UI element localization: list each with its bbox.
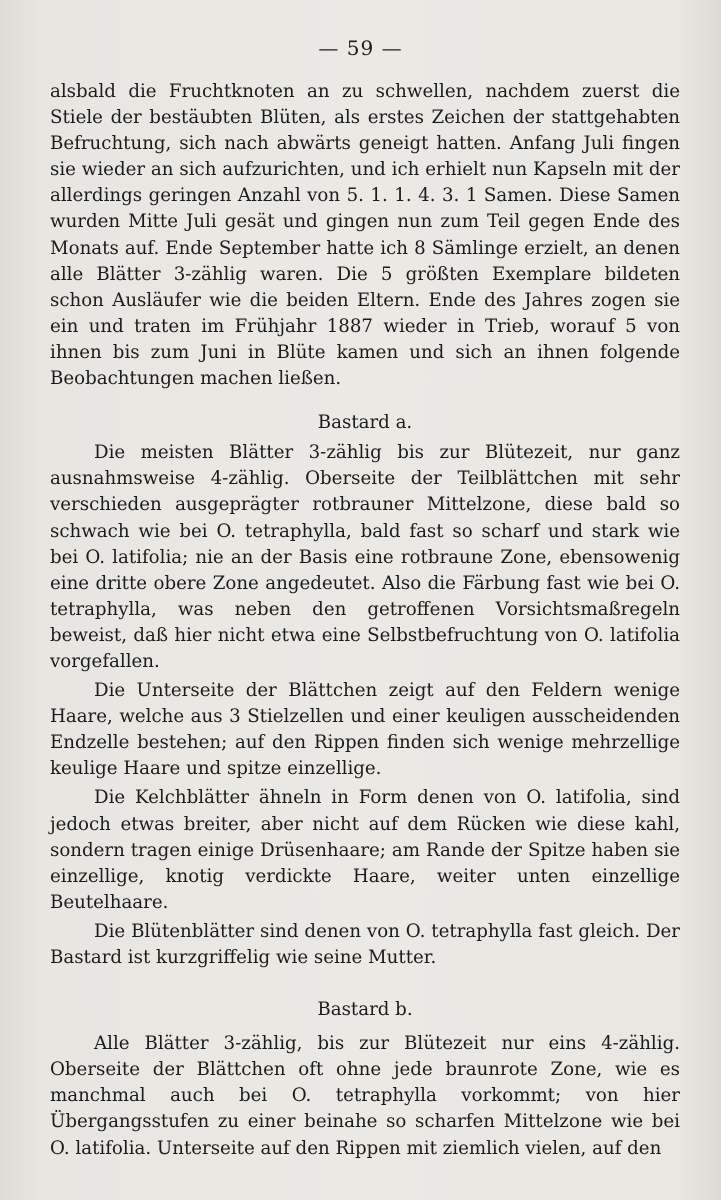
page-number: — 59 —: [318, 36, 403, 60]
intro-paragraph: alsbald die Fruchtknoten an zu schwellen, nachdem zuerst die Stiele der bestäubten Blüten, als erstes Zeichen der stattgehabten Befruchtung, sich nach abwärts geneigt hatten. Anfang Juli fingen sie wieder an sich aufzurichten, und ich erhielt nun Kapseln mit der allerdings geringen Anzahl von 5. 1. 1. 4. 3. 1 Samen. Diese Samen wurden Mitte Juli gesät und gingen nun zum Teil gegen Ende des Monats auf. Ende September hatte ich 8 Sämlinge erzielt, an denen alle Blätter 3-zählig waren. Die 5 größten Exemplare bildeten schon Ausläufer wie die beiden Eltern. Ende des Jahres zogen sie ein und traten im Frühjahr 1887 wieder in Trieb, worauf 5 von ihnen bis zum Juni in Blüte kamen und sich an ihnen folgende Beobachtungen machen ließen.: [50, 81, 680, 390]
bastard-a-leaves-paragraph: Die meisten Blätter 3-zählig bis zur Blütezeit, nur ganz ausnahmsweise 4-zählig. Oberseite der Teilblättchen mit sehr verschieden ausgeprägter rotbrauner Mittelzone, diese bald so schwach wie bei O. tetraphylla, bald fast so scharf und stark wie bei O. latifolia; nie an der Basis eine rotbraune Zone, ebensowenig eine dritte obere Zone angedeutet. Also die Färbung fast wie bei O. tetraphylla, was neben den getroffenen Vorsichtsmaßregeln beweist, daß hier nicht etwa eine Selbstbefruchtung von O. latifolia vorgefallen.: [50, 442, 680, 672]
bastard-a-sepals-paragraph: Die Kelchblätter ähneln in Form denen von O. latifolia, sind jedoch etwas breiter, aber nicht auf dem Rücken wie diese kahl, sondern tragen einige Drüsenhaare; am Rande der Spitze haben sie einzellige, knotig verdickte Haare, weiter unten einzellige Beutelhaare.: [50, 787, 680, 913]
bastard-a-petals-paragraph: Die Blütenblätter sind denen von O. tetraphylla fast gleich. Der Bastard ist kurzgriffelig wie seine Mutter.: [50, 920, 680, 968]
section-heading-bastard-a: Bastard a.: [317, 412, 413, 434]
bastard-b-leaves-paragraph: Alle Blätter 3-zählig, bis zur Blütezeit nur eins 4-zählig. Oberseite der Blättchen oft ohne jede braunrote Zone, wie es manchmal auch bei O. tetraphylla vorkommt; von hier Übergangsstufen zu einer beinahe so scharfen Mittelzone wie bei O. latifolia. Unterseite auf den Rippen mit ziemlich vielen, auf den: [50, 1033, 680, 1159]
section-heading-bastard-b: Bastard b.: [317, 999, 413, 1021]
page-body: [50, 79, 680, 1162]
bastard-a-underside-paragraph: Die Unterseite der Blättchen zeigt auf den Feldern wenige Haare, welche aus 3 Stielzellen und einer keuligen ausscheidenden Endzelle bestehen; auf den Rippen finden sich wenige mehrzellige keulige Haare und spitze einzellige.: [50, 680, 680, 780]
